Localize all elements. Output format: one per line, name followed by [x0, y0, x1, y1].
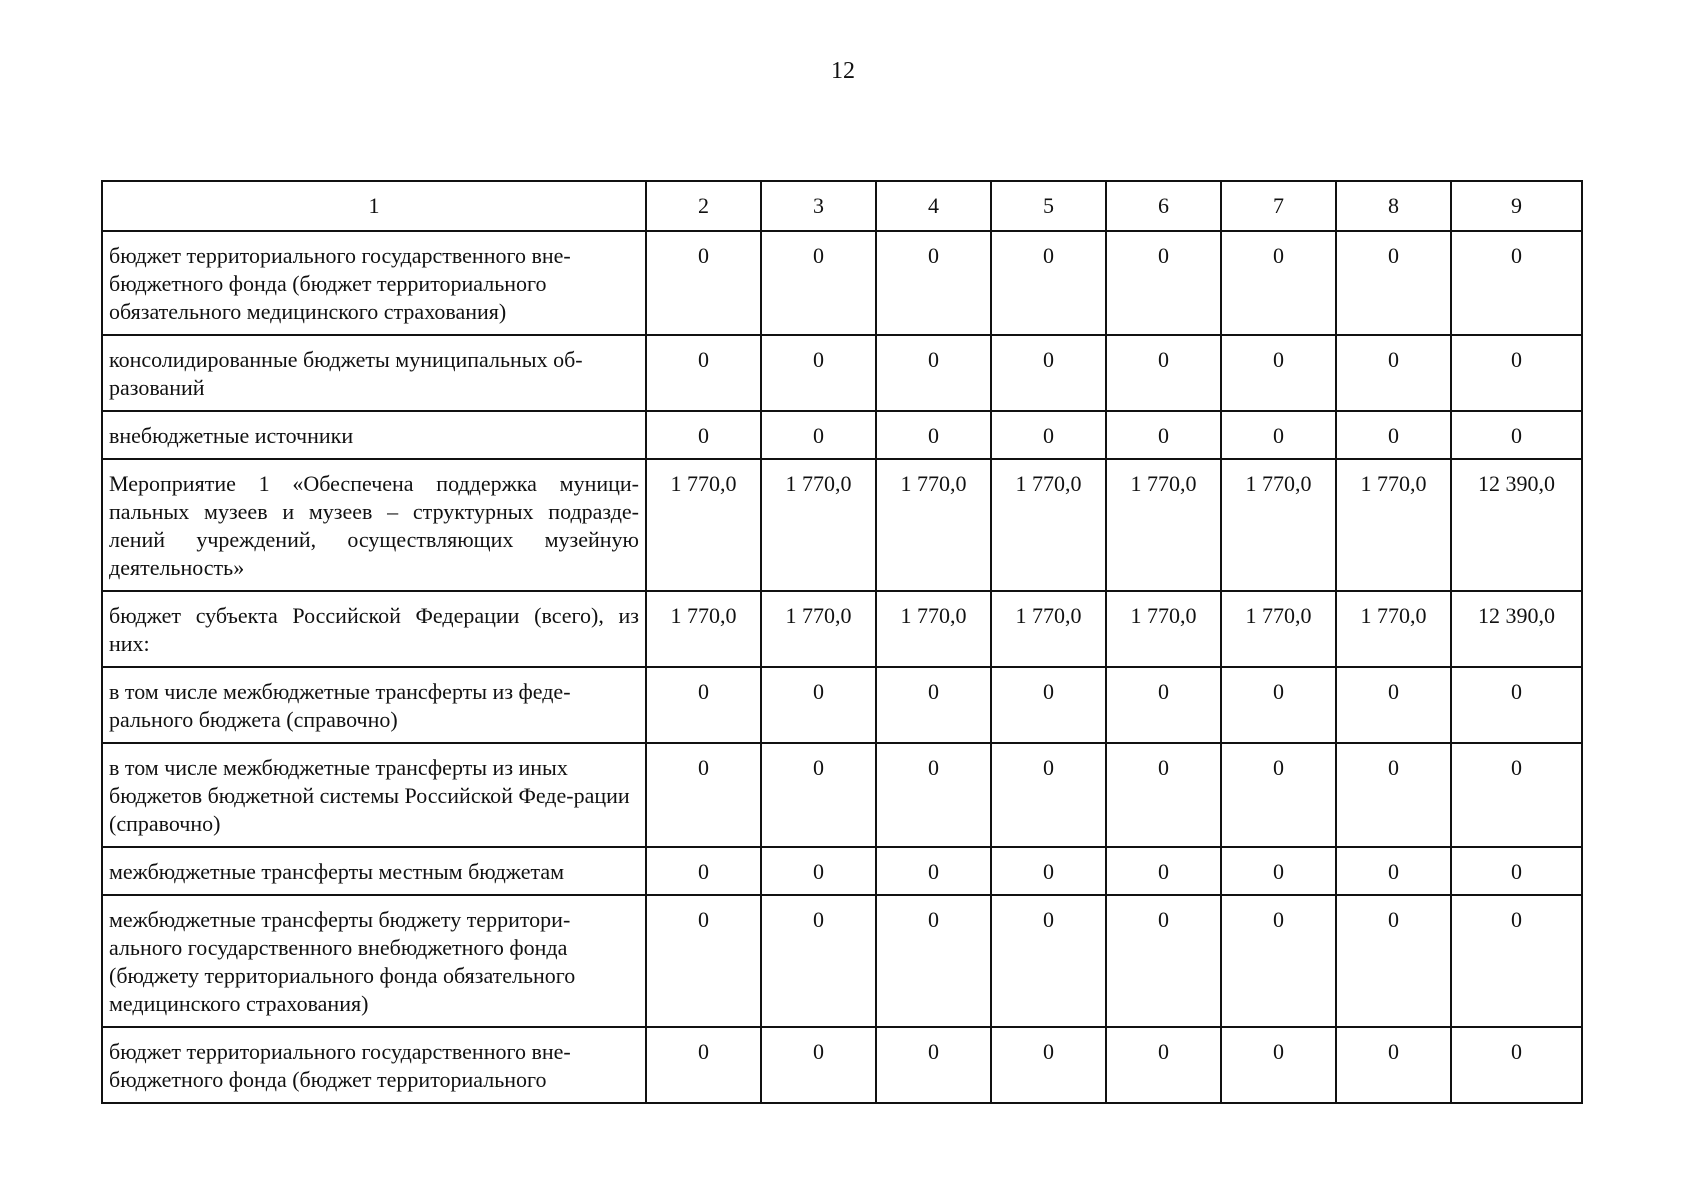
value-cell: 0: [761, 847, 876, 895]
value-cell: 0: [761, 411, 876, 459]
table-row: [102, 459, 1582, 591]
value-cell: 1 770,0: [1221, 459, 1336, 591]
value-cell: 0: [646, 847, 761, 895]
header-cell: 9: [1451, 181, 1582, 231]
value-cell: 1 770,0: [1106, 459, 1221, 591]
value-cell: 0: [1336, 335, 1451, 411]
value-cell: 0: [1221, 895, 1336, 1027]
value-cell: 0: [1221, 847, 1336, 895]
value-cell: 1 770,0: [991, 591, 1106, 667]
value-cell: 0: [876, 1027, 991, 1103]
value-cell: 0: [1336, 895, 1451, 1027]
table-row: [102, 1027, 1582, 1103]
value-cell: 0: [646, 231, 761, 335]
value-cell: 0: [761, 743, 876, 847]
value-cell: 0: [1451, 411, 1582, 459]
table-row: [102, 743, 1582, 847]
value-cell: 0: [1106, 335, 1221, 411]
header-cell: 7: [1221, 181, 1336, 231]
value-cell: 0: [646, 667, 761, 743]
value-cell: 0: [991, 1027, 1106, 1103]
value-cell: 0: [646, 411, 761, 459]
value-cell: 0: [1221, 411, 1336, 459]
value-cell: 0: [991, 743, 1106, 847]
header-cell: 8: [1336, 181, 1451, 231]
value-cell: 1 770,0: [1221, 591, 1336, 667]
value-cell: 0: [876, 847, 991, 895]
table-row: [102, 667, 1582, 743]
value-cell: 0: [1221, 743, 1336, 847]
row-label: внебюджетные источники: [102, 411, 646, 459]
value-cell: 0: [1336, 411, 1451, 459]
value-cell: 0: [1336, 231, 1451, 335]
value-cell: 0: [1106, 895, 1221, 1027]
row-label: бюджет территориального государственного вне-бюджетного фонда (бюджет территориального обязательного медицинского страхования): [102, 231, 646, 335]
value-cell: 0: [761, 667, 876, 743]
row-label: межбюджетные трансферты бюджету территори-ального государственного внебюджетного фонда (бюджету территориального фонда обязательного медицинского страхования): [102, 895, 646, 1027]
value-cell: 0: [1336, 743, 1451, 847]
value-cell: 0: [876, 231, 991, 335]
value-cell: 0: [876, 743, 991, 847]
value-cell: 0: [1451, 1027, 1582, 1103]
row-label: в том числе межбюджетные трансферты из иных бюджетов бюджетной системы Российской Феде-рации (справочно): [102, 743, 646, 847]
value-cell: 0: [1451, 895, 1582, 1027]
budget-table: [101, 180, 1583, 1104]
value-cell: 0: [1106, 847, 1221, 895]
value-cell: 0: [1336, 847, 1451, 895]
table-row: [102, 231, 1582, 335]
value-cell: 0: [1106, 743, 1221, 847]
value-cell: 0: [1221, 667, 1336, 743]
value-cell: 0: [991, 895, 1106, 1027]
header-cell: 1: [102, 181, 646, 231]
header-cell: 2: [646, 181, 761, 231]
value-cell: 0: [1451, 335, 1582, 411]
value-cell: 0: [876, 411, 991, 459]
value-cell: 1 770,0: [646, 591, 761, 667]
value-cell: 1 770,0: [991, 459, 1106, 591]
value-cell: 1 770,0: [646, 459, 761, 591]
value-cell: 1 770,0: [1336, 459, 1451, 591]
value-cell: 0: [1451, 847, 1582, 895]
value-cell: 0: [761, 1027, 876, 1103]
header-cell: 5: [991, 181, 1106, 231]
value-cell: 0: [991, 411, 1106, 459]
value-cell: 0: [1451, 231, 1582, 335]
value-cell: 0: [1221, 335, 1336, 411]
value-cell: 0: [761, 231, 876, 335]
value-cell: 0: [646, 895, 761, 1027]
page-number: 12: [831, 58, 855, 84]
row-label: бюджет субъекта Российской Федерации (всего), из них:: [102, 591, 646, 667]
value-cell: 0: [1451, 743, 1582, 847]
value-cell: 0: [991, 847, 1106, 895]
value-cell: 0: [1451, 667, 1582, 743]
value-cell: 0: [1221, 1027, 1336, 1103]
value-cell: 0: [761, 335, 876, 411]
value-cell: 1 770,0: [876, 591, 991, 667]
value-cell: 0: [761, 895, 876, 1027]
value-cell: 1 770,0: [1336, 591, 1451, 667]
row-label: межбюджетные трансферты местным бюджетам: [102, 847, 646, 895]
value-cell: 0: [646, 335, 761, 411]
row-label: бюджет территориального государственного вне-бюджетного фонда (бюджет территориального: [102, 1027, 646, 1103]
value-cell: 0: [1336, 667, 1451, 743]
value-cell: 1 770,0: [761, 459, 876, 591]
value-cell: 0: [876, 895, 991, 1027]
value-cell: 0: [876, 335, 991, 411]
table-row: [102, 411, 1582, 459]
table-row: [102, 895, 1582, 1027]
value-cell: 1 770,0: [1106, 591, 1221, 667]
row-label: в том числе межбюджетные трансферты из феде-рального бюджета (справочно): [102, 667, 646, 743]
value-cell: 0: [876, 667, 991, 743]
value-cell: 0: [991, 231, 1106, 335]
value-cell: 1 770,0: [761, 591, 876, 667]
header-cell: 4: [876, 181, 991, 231]
value-cell: 12 390,0: [1451, 459, 1582, 591]
table-row: [102, 335, 1582, 411]
value-cell: 0: [1106, 411, 1221, 459]
header-cell: 6: [1106, 181, 1221, 231]
value-cell: 0: [1221, 231, 1336, 335]
table-row: [102, 591, 1582, 667]
value-cell: 0: [1106, 1027, 1221, 1103]
value-cell: 0: [646, 1027, 761, 1103]
header-cell: 3: [761, 181, 876, 231]
value-cell: 0: [1106, 231, 1221, 335]
row-label: консолидированные бюджеты муниципальных об-разований: [102, 335, 646, 411]
header-row: [102, 181, 1582, 231]
table-row: [102, 847, 1582, 895]
value-cell: 12 390,0: [1451, 591, 1582, 667]
value-cell: 0: [991, 667, 1106, 743]
value-cell: 0: [1336, 1027, 1451, 1103]
value-cell: 1 770,0: [876, 459, 991, 591]
value-cell: 0: [991, 335, 1106, 411]
value-cell: 0: [646, 743, 761, 847]
value-cell: 0: [1106, 667, 1221, 743]
row-label: Мероприятие 1 «Обеспечена поддержка муници-пальных музеев и музеев – структурных подразде-лений учреждений, осуществляющих музейную деятельность»: [102, 459, 646, 591]
